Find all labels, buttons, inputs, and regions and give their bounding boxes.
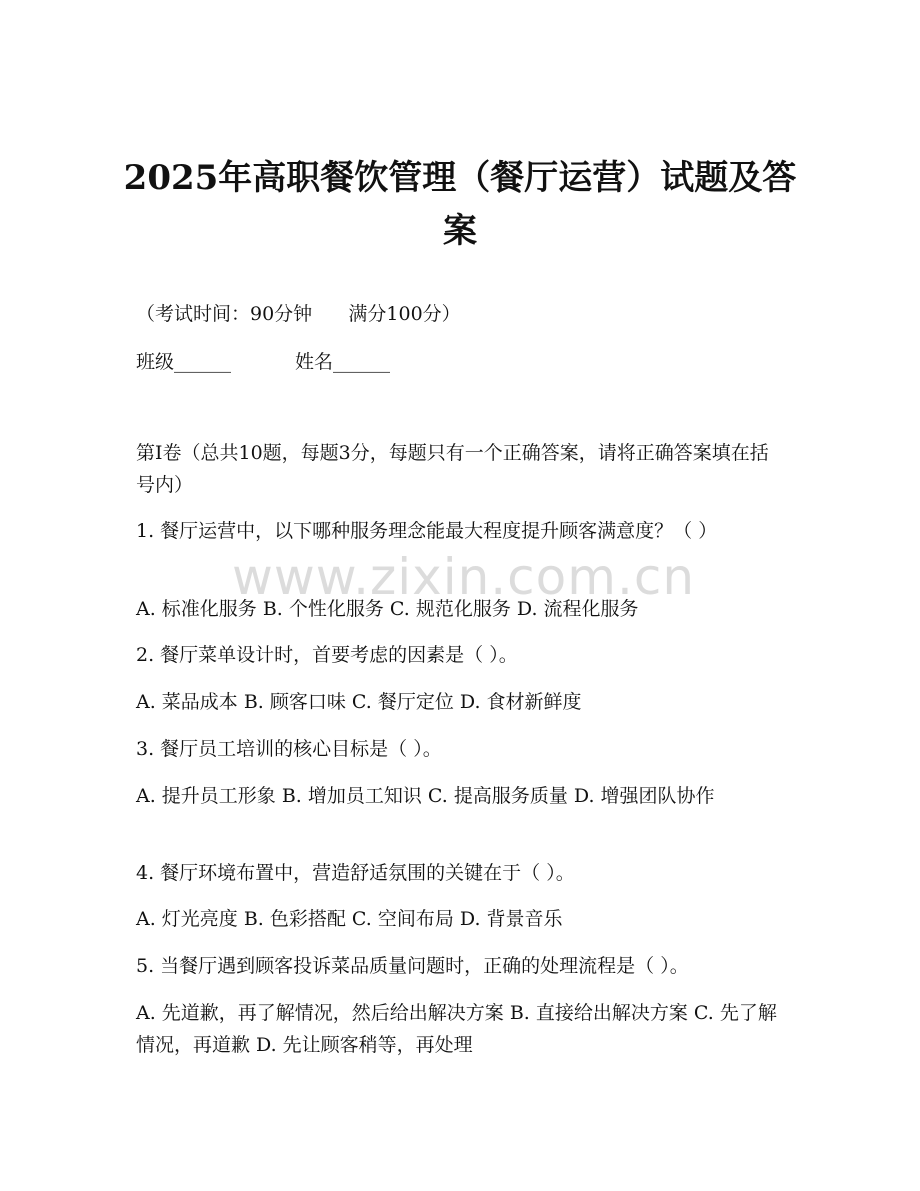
question-5-options: A. 先道歉，再了解情况，然后给出解决方案 B. 直接给出解决方案 C. 先了解情况，再道歉 D. 先让顾客稍等，再处理 [136,1002,777,1056]
section-heading: 第I卷（总共10题，每题3分，每题只有一个正确答案，请将正确答案填在括号内） [136,442,769,496]
document-title: 2025年高职餐饮管理（餐厅运营）试题及答案 [123,158,797,251]
question-1-stem: 1. 餐厅运营中，以下哪种服务理念能最大程度提升顾客满意度？（ ） [136,520,718,542]
question-3-options: A. 提升员工形象 B. 增加员工知识 C. 提高服务质量 D. 增强团队协作 [136,785,715,807]
question-3-stem: 3. 餐厅员工培训的核心目标是（ ）。 [136,738,442,760]
question-1-options: A. 标准化服务 B. 个性化服务 C. 规范化服务 D. 流程化服务 [136,598,639,620]
question-2-options: A. 菜品成本 B. 顾客口味 C. 餐厅定位 D. 食材新鲜度 [136,691,582,713]
question-2-stem: 2. 餐厅菜单设计时，首要考虑的因素是（ ）。 [136,644,518,666]
question-4-options: A. 灯光亮度 B. 色彩搭配 C. 空间布局 D. 背景音乐 [136,908,563,930]
watermark: www.zixin.com.cn [232,548,696,606]
question-4-stem: 4. 餐厅环境布置中，营造舒适氛围的关键在于（ ）。 [136,862,575,884]
name-field: 姓名______ [295,351,391,373]
exam-info: （考试时间：90分钟 满分100分） [136,303,461,325]
class-field: 班级______ [136,351,232,373]
question-5-stem: 5. 当餐厅遇到顾客投诉菜品质量问题时，正确的处理流程是（ ）。 [136,955,689,977]
